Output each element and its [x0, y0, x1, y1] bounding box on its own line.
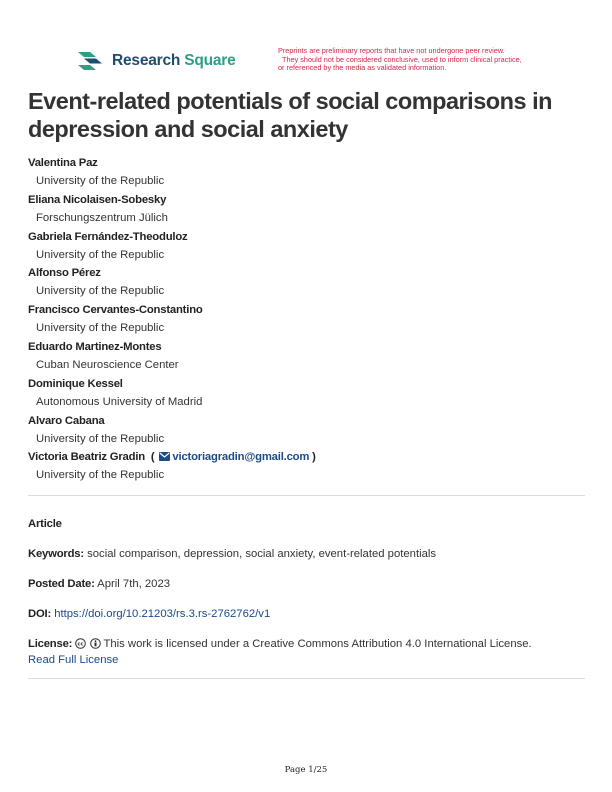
author-affiliation: University of the Republic: [36, 469, 165, 482]
author-item: [28, 155, 588, 192]
author-list: [28, 155, 588, 486]
author-name: Gabriela Fernández-Theoduloz: [28, 230, 188, 243]
license-label: License:: [28, 638, 73, 650]
notice-line: They should not be considered conclusive, used to inform clinical practice,: [282, 54, 522, 64]
doi: [28, 606, 588, 622]
author-name: Dominique Kessel: [28, 377, 123, 390]
author-name: Francisco Cervantes-Constantino: [28, 304, 203, 317]
license: [28, 636, 588, 668]
author-item: [28, 192, 588, 229]
preprint-notice: [278, 47, 578, 73]
page-number: Page 1/25: [284, 765, 328, 775]
divider: [28, 678, 585, 679]
logo-square-text: Square: [184, 52, 236, 69]
keywords: [28, 546, 588, 562]
author-affiliation: University of the Republic: [36, 248, 165, 261]
svg-text:cc: cc: [77, 641, 84, 648]
paper-title: Event-related potentials of social comparisons in depression and social anxiety: [28, 88, 552, 142]
article-type-label: Article: [28, 518, 62, 530]
research-square-logo-icon: [76, 50, 104, 72]
author-name-line: [28, 449, 588, 467]
corresponding-author: [28, 449, 588, 486]
author-name: Victoria Beatriz Gradin: [28, 451, 145, 464]
keywords-value: social comparison, depression, social anxiety, event-related potentials: [87, 548, 437, 560]
author-affiliation: University of the Republic: [36, 175, 165, 187]
posted-date-label: Posted Date:: [28, 578, 95, 590]
posted-date: [28, 576, 588, 592]
license-text: This work is licensed under a Creative Commons Attribution 4.0 International License.: [103, 638, 532, 650]
close-paren: ): [312, 451, 316, 464]
author-affiliation: University of the Republic: [36, 322, 165, 335]
author-item: [28, 376, 588, 413]
notice-line: or referenced by the media as validated information.: [278, 63, 447, 73]
email-link[interactable]: victoriagradin@gmail.com: [172, 451, 310, 464]
author-affiliation: University of the Republic: [36, 285, 165, 298]
logo-wordmark: [112, 52, 236, 70]
author-item: [28, 339, 588, 376]
author-affiliation: Forschungszentrum Jülich: [36, 211, 168, 224]
doi-label: DOI:: [28, 608, 52, 620]
author-name: Alfonso Pérez: [28, 267, 101, 280]
envelope-icon: [159, 452, 170, 461]
divider: [28, 495, 585, 496]
author-name: Eduardo Martinez-Montes: [28, 340, 162, 353]
author-affiliation: University of the Republic: [36, 432, 165, 445]
logo-research-text: Research: [112, 52, 181, 69]
author-name: Valentina Paz: [28, 157, 98, 169]
author-item: [28, 229, 588, 266]
author-name: Eliana Nicolaisen-Sobesky: [28, 193, 167, 206]
doi-link[interactable]: https://doi.org/10.21203/rs.3.rs-2762762/v1: [54, 608, 271, 620]
open-paren: (: [150, 451, 155, 464]
read-full-license-link[interactable]: Read Full License: [28, 654, 119, 666]
posted-date-value: April 7th, 2023: [97, 578, 171, 590]
email-group: [148, 451, 316, 463]
creative-commons-icon: [75, 638, 86, 649]
article-type: [28, 516, 588, 532]
notice-line: Preprints are preliminary reports that have not undergone peer review.: [278, 46, 505, 55]
author-name: Alvaro Cabana: [28, 414, 105, 427]
author-affiliation: Autonomous University of Madrid: [36, 395, 203, 408]
research-square-logo[interactable]: [76, 50, 236, 72]
keywords-label: Keywords:: [28, 548, 84, 560]
attribution-icon: [90, 638, 101, 649]
author-item: [28, 413, 588, 450]
author-affiliation: Cuban Neuroscience Center: [36, 358, 179, 371]
author-item: [28, 302, 588, 339]
author-item: [28, 265, 588, 302]
